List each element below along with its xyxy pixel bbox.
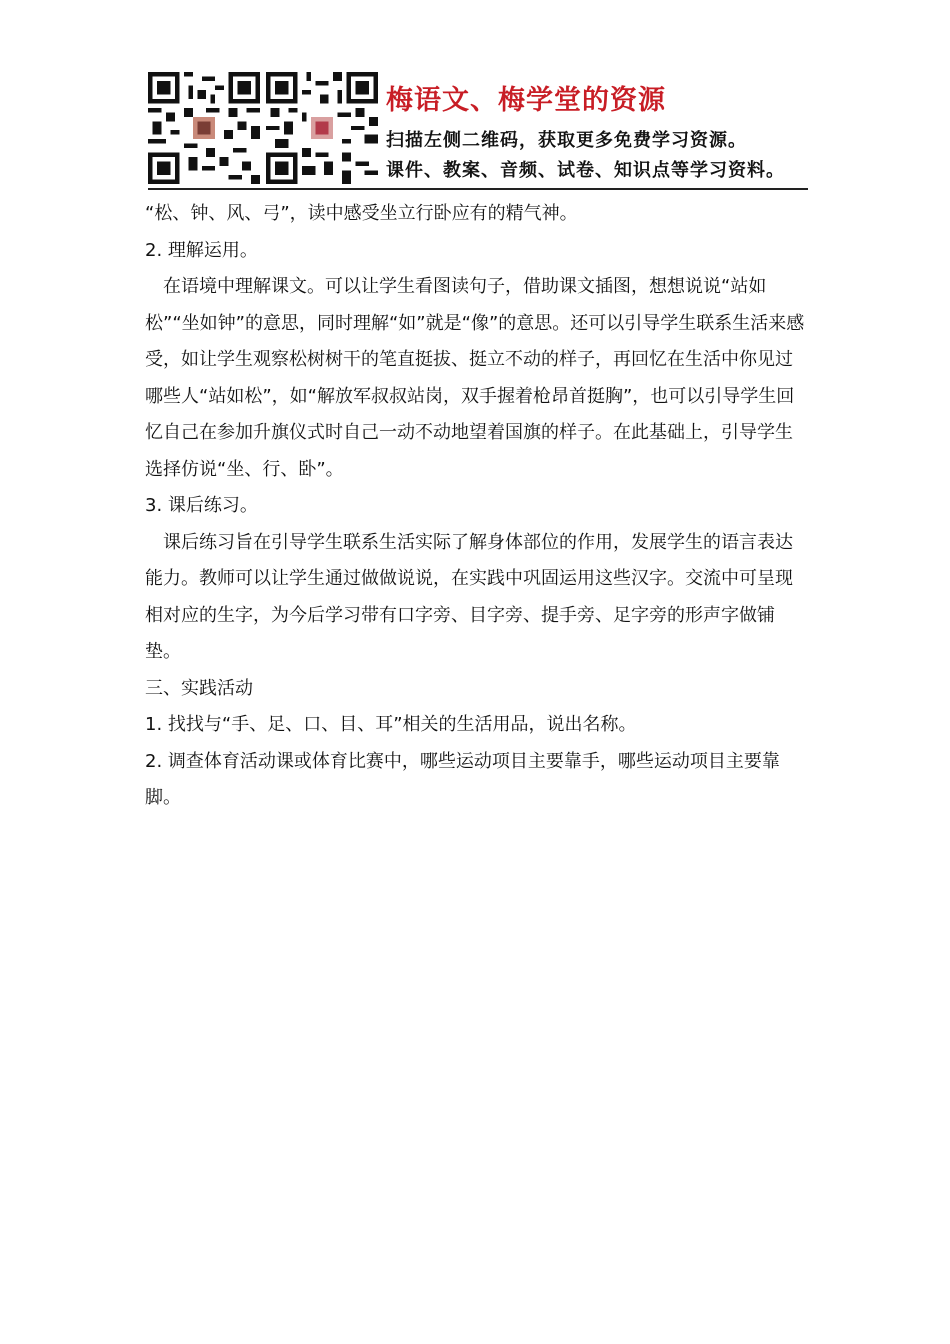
brand-title: 梅语文、梅学堂的资源 bbox=[386, 85, 666, 116]
header-divider bbox=[148, 188, 808, 190]
list-item: 2. 调查体育活动课或体育比赛中，哪些运动项目主要靠手，哪些运动项目主要靠脚。 bbox=[145, 750, 780, 808]
subheading-exercises: 3. 课后练习。 bbox=[145, 495, 258, 516]
paragraph: 课后练习旨在引导学生联系生活实际了解身体部位的作用，发展学生的语言表达能力。教师可以让学生通过做做说说，在实践中巩固运用这些汉字。交流中可呈现相对应的生字，为今后学习带有口字旁、目字旁、提手旁、足字旁的形声字做铺垫。 bbox=[145, 531, 793, 662]
paragraph: “松、钟、风、弓”，读中感受坐立行卧应有的精气神。 bbox=[145, 203, 578, 224]
page-header bbox=[148, 72, 808, 190]
paragraph: 在语境中理解课文。可以让学生看图读句子，借助课文插图，想想说说“站如松”“坐如钟”的意思，同时理解“如”就是“像”的意思。还可以引导学生联系生活来感受，如让学生观察松树树干的笔直挺拔、挺立不动的样子，再回忆在生活中你见过哪些人“站如松”，如“解放军叔叔站岗，双手握着枪昂首挺胸”，也可以引导学生回忆自己在参加升旗仪式时自己一动不动地望着国旗的样子。在此基础上，引导学生选择仿说“坐、行、卧”。 bbox=[145, 276, 805, 480]
promo-line-2: 课件、教案、音频、试卷、知识点等学习资料。 bbox=[386, 160, 785, 181]
section-heading-practice: 三、实践活动 bbox=[145, 677, 253, 699]
qr-code-2 bbox=[266, 72, 378, 184]
qr-code-1 bbox=[148, 72, 260, 184]
subheading-understand-apply: 2. 理解运用。 bbox=[145, 239, 258, 261]
list-item: 1. 找找与“手、足、口、目、耳”相关的生活用品，说出名称。 bbox=[145, 714, 637, 735]
document-body bbox=[145, 196, 809, 817]
promo-line-1: 扫描左侧二维码，获取更多免费学习资源。 bbox=[386, 130, 747, 151]
